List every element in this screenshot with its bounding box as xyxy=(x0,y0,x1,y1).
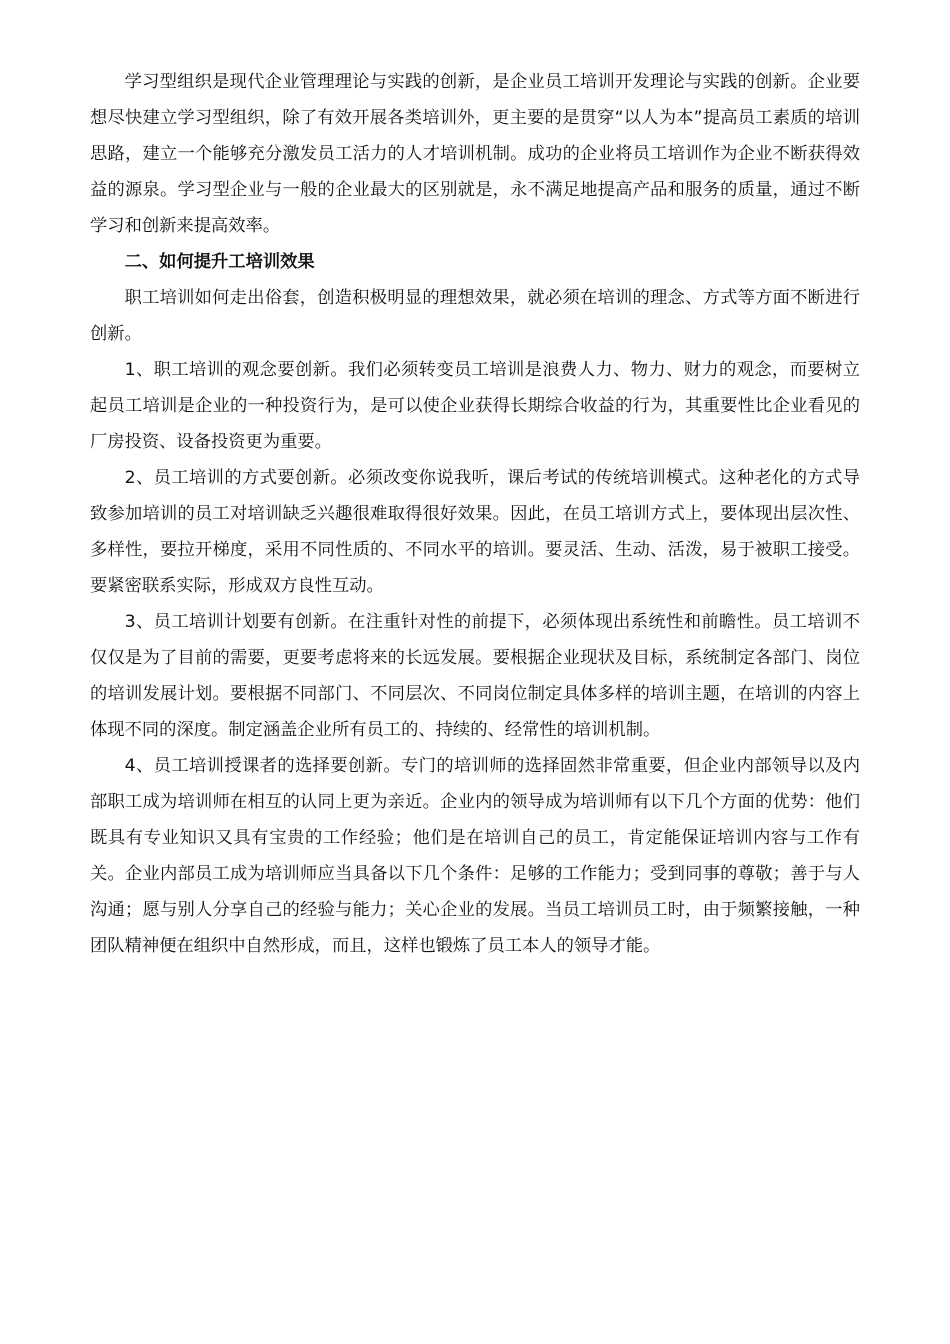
paragraph-point-2: 2、员工培训的方式要创新。必须改变你说我听，课后考试的传统培训模式。这种老化的方式导致参加培训的员工对培训缺乏兴趣很难取得很好效果。因此，在员工培训方式上，要体现出层次性、多样性，要拉开梯度，采用不同性质的、不同水平的培训。要灵活、生动、活泼，易于被职工接受。要紧密联系实际，形成双方良性互动。 xyxy=(90,468,860,596)
paragraph-point-4: 4、员工培训授课者的选择要创新。专门的培训师的选择固然非常重要，但企业内部领导以及内部职工成为培训师在相互的认同上更为亲近。企业内的领导成为培训师有以下几个方面的优势：他们既具有专业知识又具有宝贵的工作经验；他们是在培训自己的员工，肯定能保证培训内容与工作有关。企业内部员工成为培训师应当具备以下几个条件：足够的工作能力；受到同事的尊敬；善于与人沟通；愿与别人分享自己的经验与能力；关心企业的发展。当员工培训员工时，由于频繁接触，一种团队精神便在组织中自然形成，而且，这样也锻炼了员工本人的领导才能。 xyxy=(90,756,860,956)
document-page xyxy=(90,64,860,964)
paragraph-intro: 学习型组织是现代企业管理理论与实践的创新，是企业员工培训开发理论与实践的创新。企业要想尽快建立学习型组织，除了有效开展各类培训外，更主要的是贯穿“以人为本”提高员工素质的培训思路，建立一个能够充分激发员工活力的人才培训机制。成功的企业将员工培训作为企业不断获得效益的源泉。学习型企业与一般的企业最大的区别就是，永不满足地提高产品和服务的质量，通过不断学习和创新来提高效率。 xyxy=(90,72,860,236)
paragraph-point-1: 1、职工培训的观念要创新。我们必须转变员工培训是浪费人力、物力、财力的观念，而要树立起员工培训是企业的一种投资行为，是可以使企业获得长期综合收益的行为，其重要性比企业看见的厂房投资、设备投资更为重要。 xyxy=(90,360,860,452)
paragraph-overview: 职工培训如何走出俗套，创造积极明显的理想效果，就必须在培训的理念、方式等方面不断进行创新。 xyxy=(90,288,860,344)
paragraph-point-3: 3、员工培训计划要有创新。在注重针对性的前提下，必须体现出系统性和前瞻性。员工培训不仅仅是为了目前的需要，更要考虑将来的长远发展。要根据企业现状及目标，系统制定各部门、岗位的培训发展计划。要根据不同部门、不同层次、不同岗位制定具体多样的培训主题，在培训的内容上体现不同的深度。制定涵盖企业所有员工的、持续的、经常性的培训机制。 xyxy=(90,612,860,740)
section-heading: 二、如何提升工培训效果 xyxy=(124,252,315,272)
